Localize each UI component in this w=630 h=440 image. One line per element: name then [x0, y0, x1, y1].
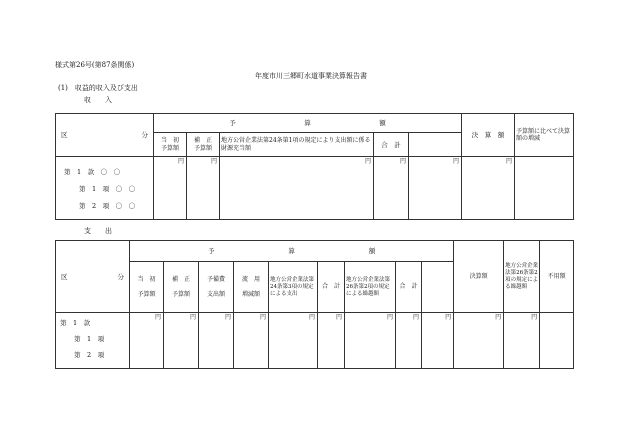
expense-table	[55, 240, 574, 369]
income-initial-header: 当 初 予算額	[154, 133, 187, 157]
expense-initial-header: 当 初 予算額	[130, 262, 164, 313]
income-supplement-header: 補 正 予算額	[187, 133, 220, 157]
income-row-label: 第 2 項 〇 〇	[79, 202, 136, 210]
expense-heading: 支 出	[84, 227, 112, 235]
expense-note-cell	[540, 313, 574, 369]
section-label: (1) 収益的収入及び支出	[58, 84, 138, 92]
expense-yen: 円	[234, 313, 269, 369]
expense-budget-header: 予 算 額	[130, 241, 454, 262]
expense-yen: 円	[269, 313, 318, 369]
report-title: 年度市川三郷町水道事業決算報告書	[255, 72, 367, 80]
income-yen: 円	[462, 157, 515, 220]
expense-category-header: 区 分	[56, 241, 130, 313]
expense-yen: 円	[164, 313, 199, 369]
expense-yen: 円	[422, 313, 454, 369]
income-budget-header: 予 算 額	[154, 114, 462, 133]
income-yen: 円	[220, 157, 374, 220]
expense-yen: 円	[318, 313, 345, 369]
expense-yen: 円	[454, 313, 504, 369]
expense-law24-header: 地方公営企業法第24条第3項の規定による支出	[269, 262, 318, 313]
income-note-cell	[515, 157, 574, 220]
form-number: 様式第26号(第87条関係)	[55, 61, 135, 69]
income-row-label: 第 1 款 〇 〇	[64, 168, 121, 176]
expense-transfer-header: 流 用 増減額	[234, 262, 269, 313]
expense-settlement-header: 決算額	[454, 241, 504, 313]
income-settlement-header: 決 算 額	[462, 114, 515, 157]
income-yen: 円	[374, 157, 409, 220]
expense-yen: 円	[199, 313, 234, 369]
expense-carry-header: 地方公営企業法第26条第2項の規定による繰越額	[504, 241, 540, 313]
income-total-header: 合 計	[374, 133, 409, 157]
income-row-label: 第 1 項 〇 〇	[79, 185, 136, 193]
expense-law26-header: 地方公営企業法第26条第2項の規定による繰越額	[345, 262, 396, 313]
expense-yen: 円	[396, 313, 422, 369]
income-yen: 円	[187, 157, 220, 220]
expense-unused-header: 不用額	[540, 241, 574, 313]
income-heading: 収 入	[84, 96, 112, 104]
income-diff-header: 予算額に比べて決算額の増減	[515, 114, 574, 157]
income-category-header: 区 分	[56, 114, 154, 157]
expense-supplement-header: 補 正 予算額	[164, 262, 199, 313]
expense-total-header: 合 計	[396, 262, 422, 313]
expense-reserve-header: 予備費 支出額	[199, 262, 234, 313]
expense-yen: 円	[345, 313, 396, 369]
expense-subtotal-header: 合 計	[318, 262, 345, 313]
expense-yen: 円	[504, 313, 540, 369]
expense-row-label: 第 1 款	[60, 319, 91, 327]
income-yen: 円	[154, 157, 187, 220]
expense-row-label: 第 1 項	[74, 335, 105, 343]
income-yen: 円	[409, 157, 462, 220]
expense-row-label: 第 2 項	[74, 351, 105, 359]
income-carryover-header: 地方公営企業法第24条第1項の規定により支出額に係る財源充当額	[220, 133, 374, 157]
expense-yen: 円	[130, 313, 164, 369]
